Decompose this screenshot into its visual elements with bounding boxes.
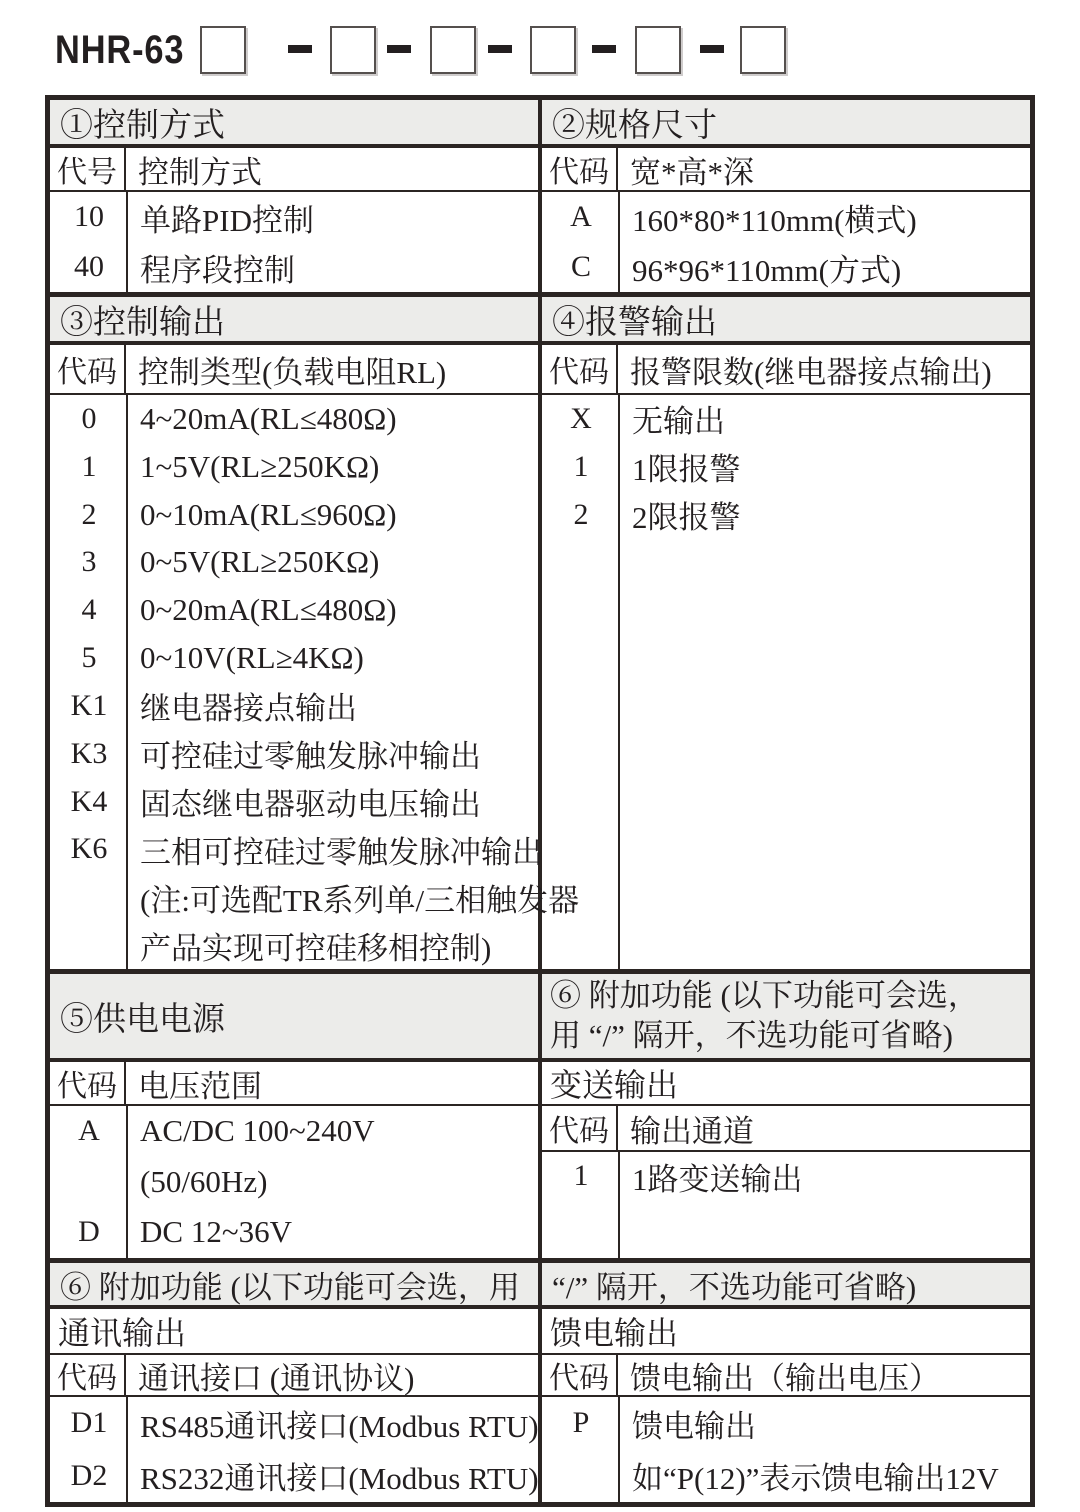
section-additional-transmit <box>542 974 1030 1258</box>
table-row <box>50 1106 538 1157</box>
column-divider <box>618 1397 620 1502</box>
table-row <box>50 443 538 491</box>
row-desc: (注:可选配TR系列单/三相触发器 <box>140 882 580 918</box>
section-5-title: ⑤供电电源 <box>50 974 538 1062</box>
section-control-mode <box>50 100 538 292</box>
section-3-subheader <box>50 345 538 395</box>
section-4-subheader <box>542 345 1030 395</box>
section-power-supply <box>50 974 538 1258</box>
desc-column-header: 馈电输出（输出电压） <box>630 1360 940 1396</box>
row-desc: 160*80*110mm(横式) <box>632 202 917 238</box>
section-5-subheader <box>50 1062 538 1106</box>
desc-column-header: 输出通道 <box>630 1113 754 1149</box>
code-column-header: 代码 <box>542 1106 618 1150</box>
row-code: 4 <box>81 593 97 627</box>
band-control-alarm-output <box>50 297 1030 969</box>
section-2-title: ②规格尺寸 <box>542 100 1030 148</box>
section-4-rows <box>542 395 1030 969</box>
column-divider <box>126 1397 128 1502</box>
desc-column-header: 报警限数(继电器接点输出) <box>630 354 992 390</box>
section-alarm-output <box>542 297 1030 969</box>
row-desc: 0~20mA(RL≤480Ω) <box>140 592 397 628</box>
section-6-title <box>542 974 1030 1062</box>
row-code: 1 <box>81 449 97 483</box>
table-row <box>542 1152 1030 1200</box>
code-column-header: 代码 <box>50 1355 126 1395</box>
table-row <box>50 242 538 292</box>
row-desc: 1限报警 <box>632 452 741 488</box>
row-desc: RS485通讯接口(Modbus RTU) <box>140 1408 539 1444</box>
table-row <box>50 730 538 778</box>
dash-separator <box>700 45 724 53</box>
row-desc: 继电器接点输出 <box>140 691 357 727</box>
comm-output-label: 通讯输出 <box>50 1309 538 1355</box>
table-row <box>50 634 538 682</box>
row-desc: 2限报警 <box>632 500 741 536</box>
row-code: C <box>570 250 591 283</box>
desc-column-header: 控制方式 <box>138 154 262 190</box>
section-1-rows <box>50 192 538 292</box>
model-code-box-6 <box>740 26 786 74</box>
column-divider <box>618 1152 620 1258</box>
row-code <box>542 1450 620 1503</box>
row-code: 40 <box>74 250 104 283</box>
dash-separator <box>288 45 312 53</box>
model-code-box-4 <box>530 26 576 74</box>
row-code <box>50 921 128 969</box>
table-row-note <box>50 921 538 969</box>
row-desc: 固态继电器驱动电压输出 <box>140 787 481 823</box>
desc-column-header: 通讯接口 (通讯协议) <box>138 1360 415 1396</box>
section-1-title: ①控制方式 <box>50 100 538 148</box>
model-code-box-5 <box>635 26 681 74</box>
row-code: 5 <box>81 641 97 675</box>
section-6-title-line2: 用 “/” 隔开，不选功能可省略) <box>550 1018 953 1053</box>
feed-output-label: 馈电输出 <box>542 1309 1030 1355</box>
table-row <box>542 491 1030 539</box>
section-feed-output <box>542 1263 1030 1502</box>
column-divider <box>126 1106 128 1258</box>
row-code: 2 <box>573 497 589 531</box>
row-desc: DC 12~36V <box>140 1214 292 1250</box>
table-row <box>50 192 538 242</box>
row-desc: 可控硅过零触发脉冲输出 <box>140 739 481 775</box>
row-code: P <box>572 1406 590 1440</box>
row-code: D <box>78 1215 100 1249</box>
transmit-rows <box>542 1152 1030 1258</box>
table-row <box>50 1450 538 1503</box>
row-code <box>50 1157 128 1208</box>
comm-subheader <box>50 1355 538 1397</box>
band-power-transmit <box>50 974 1030 1258</box>
code-column-header: 代码 <box>50 345 126 393</box>
row-desc: 程序段控制 <box>140 252 295 288</box>
dash-separator <box>387 45 411 53</box>
row-desc: 96*96*110mm(方式) <box>632 252 902 288</box>
model-code-box-1 <box>200 26 246 74</box>
table-row <box>50 395 538 443</box>
section-2-rows <box>542 192 1030 292</box>
column-divider <box>618 192 620 292</box>
table-row <box>542 1397 1030 1450</box>
section-5-rows <box>50 1106 538 1258</box>
table-row <box>542 395 1030 443</box>
row-code: A <box>570 200 592 233</box>
section-size <box>542 100 1030 292</box>
table-row <box>50 1207 538 1258</box>
row-desc: 4~20mA(RL≤480Ω) <box>140 400 397 436</box>
row-desc: 无输出 <box>632 404 725 440</box>
dash-separator <box>592 45 616 53</box>
band-control-mode-size <box>50 100 1030 292</box>
row-desc: (50/60Hz) <box>140 1163 268 1199</box>
code-column-header: 代码 <box>50 1062 126 1104</box>
table-row <box>542 443 1030 491</box>
row-desc: 0~10mA(RL≤960Ω) <box>140 496 397 532</box>
table-row <box>50 1397 538 1450</box>
dash-separator <box>488 45 512 53</box>
selection-table <box>45 95 1035 1507</box>
row-desc: 1~5V(RL≥250KΩ) <box>140 448 380 484</box>
section-3-rows <box>50 395 580 969</box>
row-code: K6 <box>70 832 108 866</box>
model-prefix: NHR-63 <box>55 28 185 72</box>
code-column-header: 代码 <box>542 1355 618 1395</box>
table-row <box>50 778 538 826</box>
row-desc: 馈电输出 <box>632 1408 756 1444</box>
table-row <box>542 242 1030 292</box>
section-6-title-left: ⑥ 附加功能 (以下功能可会选，用 <box>50 1263 538 1309</box>
row-desc: RS232通讯接口(Modbus RTU) <box>140 1461 539 1497</box>
row-code: D2 <box>70 1458 108 1492</box>
table-row <box>50 491 538 539</box>
row-code: K4 <box>70 784 108 818</box>
transmit-output-label: 变送输出 <box>542 1062 1030 1106</box>
section-4-title: ④报警输出 <box>542 297 1030 345</box>
feed-subheader <box>542 1355 1030 1397</box>
row-code: 1 <box>573 1159 589 1192</box>
table-row <box>50 1157 538 1208</box>
transmit-subheader <box>542 1106 1030 1152</box>
row-desc: 如“P(12)”表示馈电输出12V <box>632 1461 999 1497</box>
section-1-subheader <box>50 148 538 192</box>
column-divider <box>126 395 128 969</box>
table-row <box>542 1450 1030 1503</box>
feed-rows <box>542 1397 1030 1502</box>
row-desc: 单路PID控制 <box>140 202 314 238</box>
section-6-title-right: “/” 隔开，不选功能可省略) <box>542 1263 1030 1309</box>
row-code: D1 <box>70 1406 108 1440</box>
row-code: 1 <box>573 449 589 483</box>
table-row <box>542 192 1030 242</box>
row-desc: 0~10V(RL≥4KΩ) <box>140 640 364 676</box>
code-column-header: 代码 <box>542 148 618 190</box>
table-row <box>50 586 538 634</box>
row-code: 0 <box>81 401 97 435</box>
section-control-output <box>50 297 580 969</box>
code-column-header: 代号 <box>50 148 126 190</box>
row-desc: 产品实现可控硅移相控制) <box>140 930 492 966</box>
table-row-note <box>50 873 580 921</box>
column-divider <box>126 192 128 292</box>
model-code-box-2 <box>330 26 376 74</box>
row-code: K1 <box>70 688 108 722</box>
table-row <box>50 682 538 730</box>
band-comm-feed <box>50 1263 1030 1502</box>
section-3-title: ③控制输出 <box>50 297 538 345</box>
section-6-title-line1: ⑥ 附加功能 (以下功能可会选， <box>550 978 979 1013</box>
code-column-header: 代码 <box>542 345 618 393</box>
column-divider <box>618 395 620 969</box>
section-2-subheader <box>542 148 1030 192</box>
row-code: X <box>570 401 592 435</box>
row-desc: 三相可控硅过零触发脉冲输出 <box>140 834 543 870</box>
comm-rows <box>50 1397 538 1502</box>
row-code: 10 <box>74 200 104 233</box>
row-code: A <box>78 1114 100 1148</box>
table-row <box>50 825 543 873</box>
row-code: 3 <box>81 545 97 579</box>
row-code: K3 <box>70 736 108 770</box>
row-code: 2 <box>81 497 97 531</box>
desc-column-header: 电压范围 <box>138 1068 262 1104</box>
table-row <box>50 538 538 586</box>
desc-column-header: 控制类型(负载电阻RL) <box>138 354 447 390</box>
row-desc: AC/DC 100~240V <box>140 1113 375 1149</box>
section-comm-output <box>50 1263 538 1502</box>
desc-column-header: 宽*高*深 <box>630 154 754 190</box>
row-desc: 1路变送输出 <box>632 1161 803 1197</box>
row-desc: 0~5V(RL≥250KΩ) <box>140 544 380 580</box>
row-code <box>50 873 128 921</box>
model-code-box-3 <box>430 26 476 74</box>
